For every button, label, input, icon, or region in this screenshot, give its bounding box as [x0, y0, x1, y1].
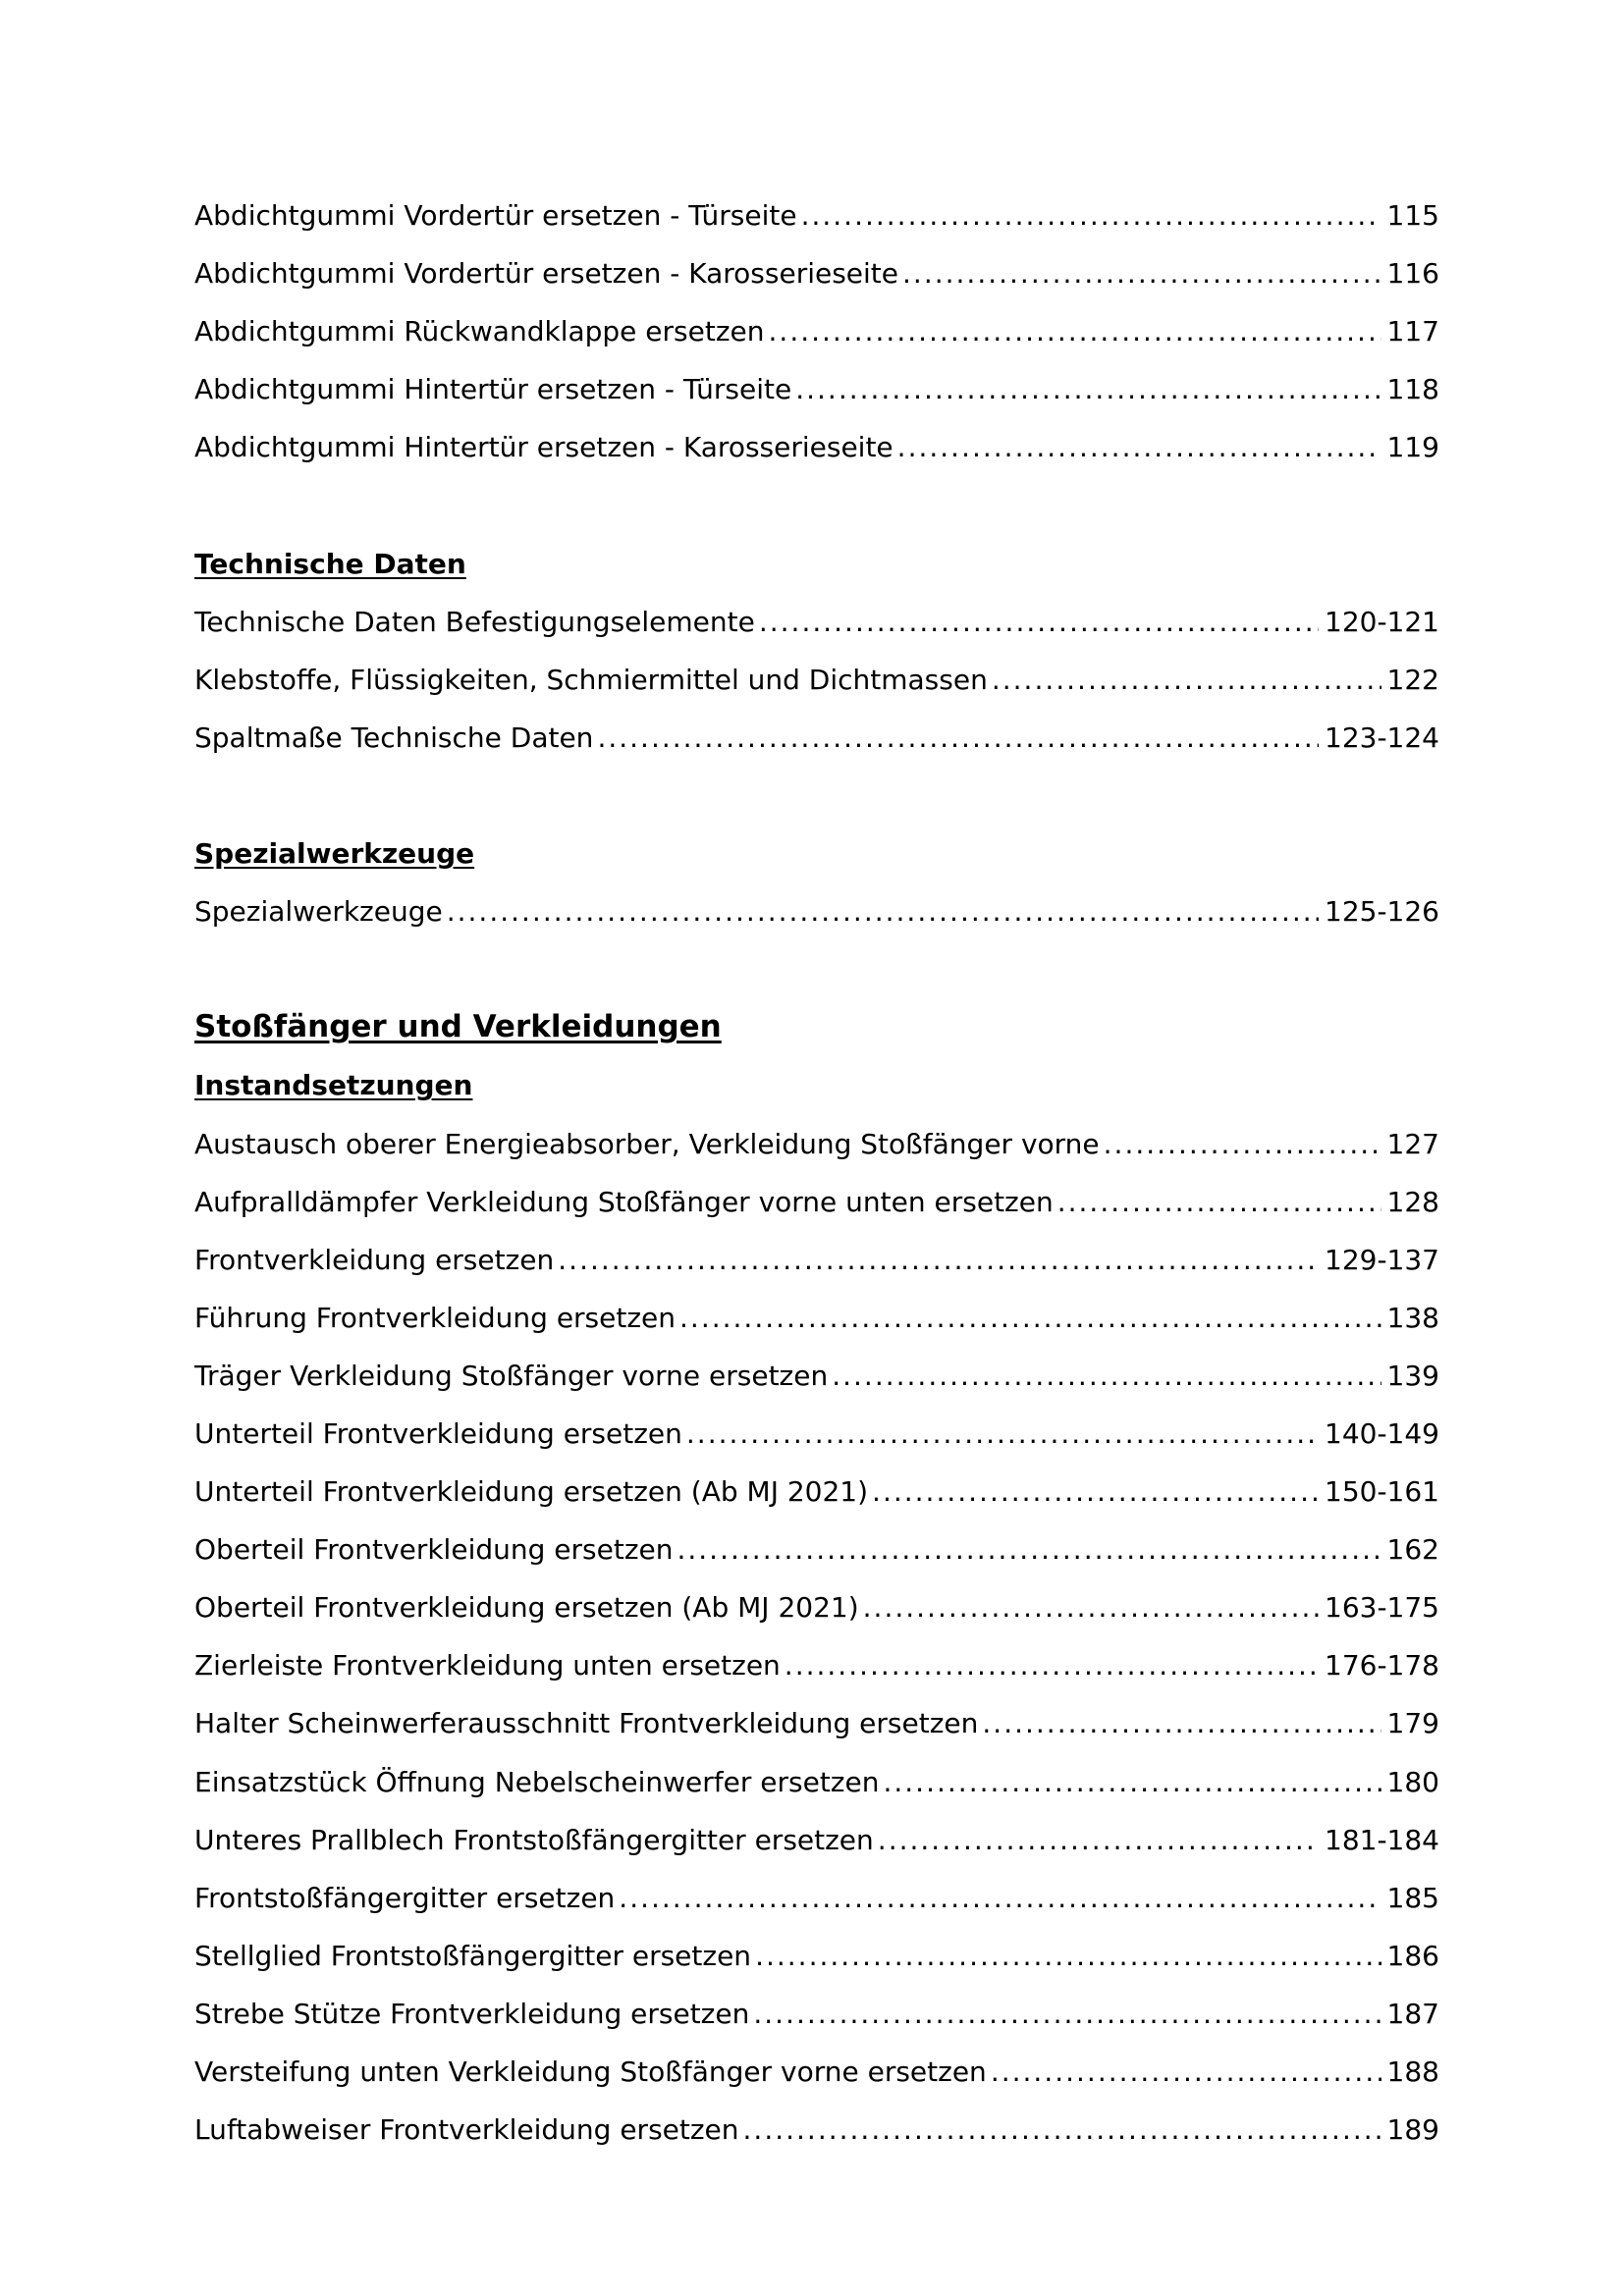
dot-leader: [897, 418, 1381, 476]
toc-entry-page: 120-121: [1325, 605, 1439, 638]
dot-leader: [679, 1289, 1381, 1347]
toc-entry-title: Oberteil Frontverkleidung ersetzen (Ab MJ 2021): [194, 1591, 859, 1625]
toc-entry[interactable]: [194, 1173, 1439, 1231]
toc-entry-title: Abdichtgummi Hintertür ersetzen - Türseite: [194, 373, 792, 406]
toc-page: [194, 187, 1439, 2159]
toc-entry-page: 186: [1386, 1939, 1439, 1972]
dot-leader: [982, 1694, 1380, 1752]
toc-entry[interactable]: [194, 2101, 1439, 2159]
toc-entry[interactable]: [194, 302, 1439, 360]
toc-entry[interactable]: [194, 1115, 1439, 1173]
dot-leader: [991, 2043, 1381, 2101]
toc-entry[interactable]: [194, 882, 1439, 940]
toc-entry-title: Unteres Prallblech Frontstoßfängergitter ersetzen: [194, 1823, 874, 1856]
toc-entry-page: 140-149: [1325, 1416, 1439, 1450]
toc-entry-page: 162: [1386, 1533, 1439, 1567]
toc-entry-title: Führung Frontverkleidung ersetzen: [194, 1301, 677, 1334]
toc-entry[interactable]: [194, 1869, 1439, 1927]
toc-entry-title: Austausch oberer Energieabsorber, Verkleidung Stoßfänger vorne: [194, 1127, 1100, 1160]
spacer: [194, 476, 1439, 534]
toc-entry[interactable]: [194, 1289, 1439, 1347]
toc-entry[interactable]: [194, 1578, 1439, 1636]
section-heading: Instandsetzungen: [194, 1069, 473, 1102]
toc-entry-page: 139: [1386, 1359, 1439, 1392]
toc-entry[interactable]: [194, 593, 1439, 651]
toc-entry[interactable]: [194, 1521, 1439, 1578]
toc-entry-page: 117: [1386, 315, 1439, 348]
toc-entry-title: Abdichtgummi Vordertür ersetzen - Karosserieseite: [194, 257, 899, 291]
toc-entry-page: 129-137: [1325, 1243, 1439, 1276]
toc-section-spezialwerkzeuge: [194, 825, 1439, 940]
toc-section-stossfaenger: [194, 998, 1439, 2159]
toc-entry-page: 125-126: [1325, 895, 1439, 929]
toc-entry-page: 127: [1386, 1127, 1439, 1160]
toc-entry[interactable]: [194, 244, 1439, 302]
toc-section-technische-daten: [194, 535, 1439, 767]
dot-leader: [743, 2101, 1381, 2159]
toc-entry[interactable]: [194, 1985, 1439, 2043]
toc-entry-title: Stellglied Frontstoßfängergitter ersetzen: [194, 1939, 752, 1972]
toc-entry[interactable]: [194, 360, 1439, 418]
toc-entry-title: Halter Scheinwerferausschnitt Frontverkleidung ersetzen: [194, 1707, 979, 1740]
toc-entry[interactable]: [194, 1753, 1439, 1811]
toc-entry-title: Frontverkleidung ersetzen: [194, 1243, 555, 1276]
toc-entry[interactable]: [194, 1636, 1439, 1694]
toc-entry-title: Versteifung unten Verkleidung Stoßfänger vorne ersetzen: [194, 2056, 987, 2088]
toc-entry-title: Träger Verkleidung Stoßfänger vorne ersetzen: [194, 1359, 829, 1392]
toc-entry-page: 115: [1386, 199, 1439, 232]
toc-section-intro: [194, 187, 1439, 476]
dot-leader: [801, 187, 1381, 244]
toc-entry-page: 128: [1386, 1185, 1439, 1218]
dot-leader: [878, 1811, 1319, 1869]
toc-entry-title: Technische Daten Befestigungselemente: [194, 605, 755, 638]
dot-leader: [686, 1405, 1319, 1463]
toc-entry-page: 176-178: [1325, 1649, 1439, 1682]
toc-entry-page: 138: [1386, 1301, 1439, 1334]
toc-entry-page: 122: [1386, 663, 1439, 696]
toc-entry[interactable]: [194, 1231, 1439, 1289]
toc-entry-title: Unterteil Frontverkleidung ersetzen: [194, 1416, 682, 1450]
toc-entry[interactable]: [194, 187, 1439, 244]
toc-entry-title: Spaltmaße Technische Daten: [194, 721, 594, 754]
toc-entry-page: 187: [1386, 1997, 1439, 2030]
dot-leader: [597, 709, 1319, 767]
toc-entry-page: 119: [1386, 431, 1439, 464]
chapter-heading: Stoßfänger und Verkleidungen: [194, 1009, 722, 1045]
dot-leader: [769, 302, 1381, 360]
toc-entry[interactable]: [194, 1463, 1439, 1521]
toc-entry[interactable]: [194, 1347, 1439, 1405]
dot-leader: [795, 360, 1380, 418]
toc-entry-title: Unterteil Frontverkleidung ersetzen (Ab MJ 2021): [194, 1475, 869, 1509]
toc-entry-title: Zierleiste Frontverkleidung unten ersetzen: [194, 1649, 781, 1682]
dot-leader: [872, 1463, 1319, 1521]
toc-entry-page: 188: [1386, 2056, 1439, 2088]
toc-entry[interactable]: [194, 418, 1439, 476]
toc-entry-title: Klebstoffe, Flüssigkeiten, Schmiermittel und Dichtmassen: [194, 663, 988, 696]
dot-leader: [753, 1985, 1380, 2043]
dot-leader: [785, 1636, 1319, 1694]
section-heading: Technische Daten: [194, 547, 466, 580]
spacer: [194, 940, 1439, 998]
dot-leader: [902, 244, 1381, 302]
toc-entry-page: 150-161: [1325, 1475, 1439, 1509]
toc-entry-page: 180: [1386, 1765, 1439, 1798]
toc-entry[interactable]: [194, 1811, 1439, 1869]
toc-entry[interactable]: [194, 709, 1439, 767]
toc-entry-title: Luftabweiser Frontverkleidung ersetzen: [194, 2113, 739, 2147]
toc-entry-title: Abdichtgummi Hintertür ersetzen - Karosserieseite: [194, 431, 893, 464]
toc-entry[interactable]: [194, 651, 1439, 709]
dot-leader: [1057, 1173, 1381, 1231]
dot-leader: [755, 1927, 1380, 1985]
dot-leader: [1104, 1115, 1381, 1173]
dot-leader: [992, 651, 1381, 709]
toc-entry-page: 179: [1386, 1707, 1439, 1740]
toc-entry-title: Abdichtgummi Rückwandklappe ersetzen: [194, 315, 765, 348]
toc-entry-page: 189: [1386, 2113, 1439, 2147]
toc-entry-title: Spezialwerkzeuge: [194, 895, 443, 929]
section-heading: Spezialwerkzeuge: [194, 837, 475, 871]
toc-entry-page: 116: [1386, 257, 1439, 291]
dot-leader: [863, 1578, 1319, 1636]
toc-entry-title: Strebe Stütze Frontverkleidung ersetzen: [194, 1997, 750, 2030]
toc-entry[interactable]: [194, 2043, 1439, 2101]
dot-leader: [832, 1347, 1380, 1405]
toc-entry-page: 123-124: [1325, 721, 1439, 754]
toc-entry-page: 163-175: [1325, 1591, 1439, 1625]
toc-entry-title: Oberteil Frontverkleidung ersetzen: [194, 1533, 674, 1567]
toc-entry[interactable]: [194, 1694, 1439, 1752]
toc-entry[interactable]: [194, 1405, 1439, 1463]
dot-leader: [558, 1231, 1319, 1289]
toc-entry-title: Abdichtgummi Vordertür ersetzen - Türseite: [194, 199, 797, 232]
dot-leader: [883, 1753, 1380, 1811]
spacer: [194, 767, 1439, 825]
toc-entry-page: 118: [1386, 373, 1439, 406]
toc-entry-title: Einsatzstück Öffnung Nebelscheinwerfer ersetzen: [194, 1765, 880, 1798]
toc-entry-title: Aufpralldämpfer Verkleidung Stoßfänger vorne unten ersetzen: [194, 1185, 1054, 1218]
dot-leader: [447, 882, 1319, 940]
toc-entry[interactable]: [194, 1927, 1439, 1985]
dot-leader: [619, 1869, 1380, 1927]
dot-leader: [759, 593, 1319, 651]
toc-entry-page: 185: [1386, 1881, 1439, 1914]
toc-entry-title: Frontstoßfängergitter ersetzen: [194, 1881, 616, 1914]
toc-entry-page: 181-184: [1325, 1823, 1439, 1856]
dot-leader: [677, 1521, 1380, 1578]
